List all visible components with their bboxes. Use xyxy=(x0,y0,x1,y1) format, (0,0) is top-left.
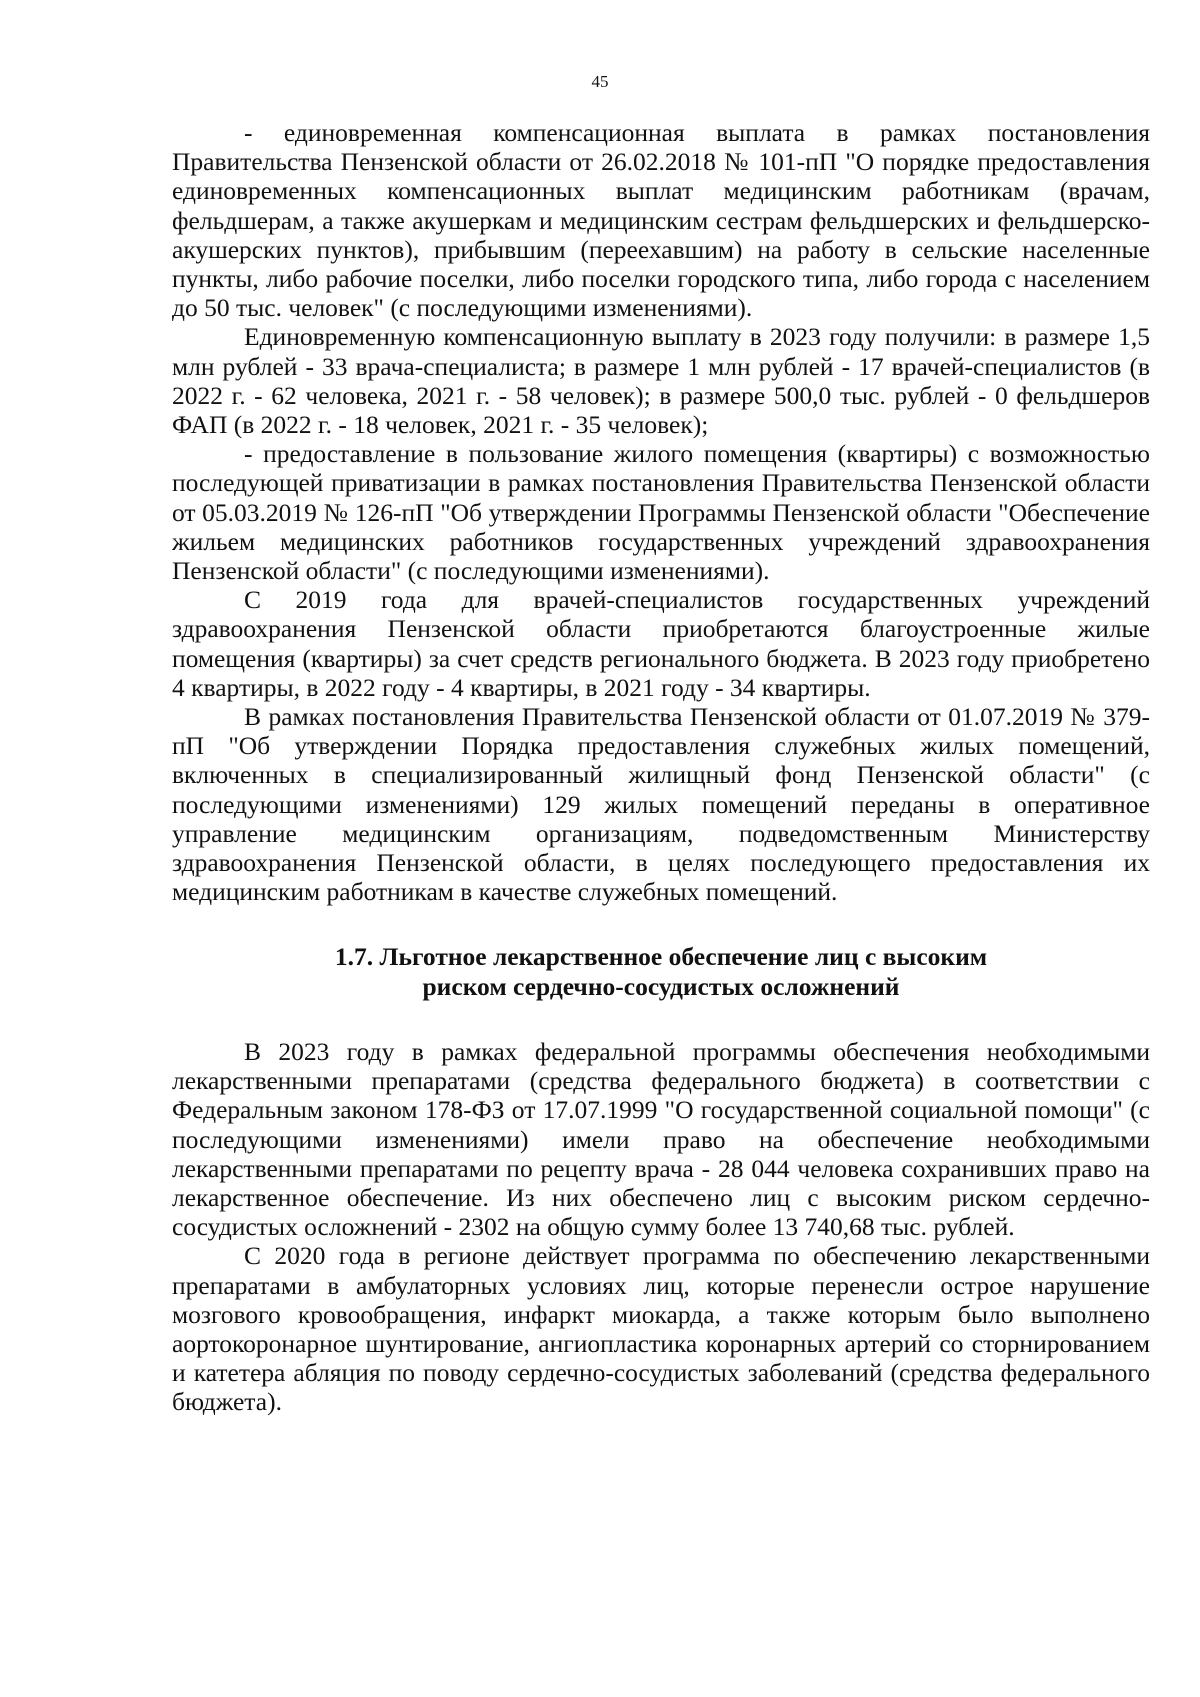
paragraph-regional-program: С 2020 года в регионе действует программа по обеспечению лекарственными препаратами в амбулаторных условиях лиц, которые перенесли острое нарушение мозгового кровообращения, инфаркт миокарда, а также которым было выполнено аортокоронарное шунтирование, ангиопластика коронарных артерий со сторнированием и катетера абляция по поводу сердечно-сосудистых заболеваний (средства федерального бюджета). xyxy=(172,1241,1150,1417)
paragraph-payment-recipients: Единовременную компенсационную выплату в 2023 году получили: в размере 1,5 млн рублей - 33 врача-специалиста; в размере 1 млн рублей - 17 врачей-специалистов (в 2022 г. - 62 человека, 2021 г. - 58 человек); в размере 500,0 тыс. рублей - 0 фельдшеров ФАП (в 2022 г. - 18 человек, 2021 г. - 35 человек); xyxy=(172,322,1150,440)
paragraph-housing-provision: - предоставление в пользование жилого помещения (квартиры) с возможностью последующей приватизации в рамках постановления Правительства Пензенской области от 05.03.2019 № 126-пП "Об утверждении Программы Пензенской области "Обеспечение жильем медицинских работников государственных учреждений здравоохранения Пензенской области" (с последующими изменениями). xyxy=(172,439,1150,586)
paragraph-compensation-payment: - единовременная компенсационная выплата в рамках постановления Правительства Пензенской области от 26.02.2018 № 101-пП "О порядке предоставления единовременных компенсационных выплат медицинским работникам (врачам, фельдшерам, а также акушеркам и медицинским сестрам фельдшерских и фельдшерско-акушерских пунктов), прибывшим (переехавшим) на работу в сельские населенные пункты, либо рабочие поселки, либо поселки городского типа, либо города с населением до 50 тыс. человек" (с последующими изменениями). xyxy=(172,118,1150,323)
paragraph-service-housing: В рамках постановления Правительства Пензенской области от 01.07.2019 № 379-пП "Об утверждении Порядка предоставления служебных жилых помещений, включенных в специализированный жилищный фонд Пензенской области" (с последующими изменениями) 129 жилых помещений переданы в оперативное управление медицинским организациям, подведомственным Министерству здравоохранения Пензенской области, в целях последующего предоставления их медицинским работникам в качестве служебных помещений. xyxy=(172,702,1150,907)
paragraph-apartments-purchased: С 2019 года для врачей-специалистов государственных учреждений здравоохранения Пензенской области приобретаются благоустроенные жилые помещения (квартиры) за счет средств регионального бюджета. В 2023 году приобретено 4 квартиры, в 2022 году - 4 квартиры, в 2021 году - 34 квартиры. xyxy=(172,585,1150,702)
page-content xyxy=(172,118,1150,1417)
section-heading xyxy=(172,942,1150,1000)
paragraph-federal-program: В 2023 году в рамках федеральной программы обеспечения необходимыми лекарственными препаратами (средства федерального бюджета) в соответствии с Федеральным законом 178-ФЗ от 17.07.1999 "О государственной социальной помощи" (с последующими изменениями) имели право на обеспечение необходимыми лекарственными препаратами по рецепту врача - 28 044 человека сохранивших право на лекарственное обеспечение. Из них обеспечено лиц с высоким риском сердечно-сосудистых осложнений - 2302 на общую сумму более 13 740,68 тыс. рублей. xyxy=(172,1036,1150,1242)
section-heading-line-1: 1.7. Льготное лекарственное обеспечение лиц с высоким xyxy=(334,942,988,972)
section-heading-line-2: риском сердечно-сосудистых осложнений xyxy=(422,971,900,1001)
page-number: 45 xyxy=(591,72,609,91)
